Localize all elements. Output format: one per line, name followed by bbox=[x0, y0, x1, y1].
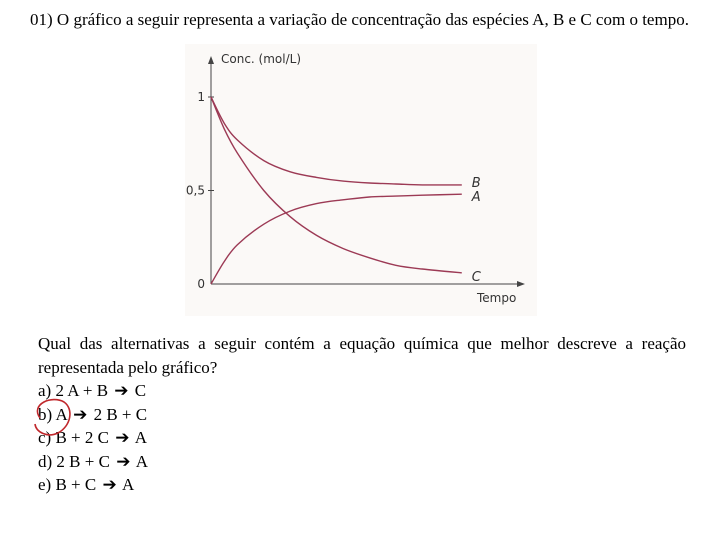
answer-option[interactable] bbox=[38, 426, 686, 450]
chart-svg bbox=[185, 44, 537, 316]
option-reactants: A bbox=[55, 404, 67, 424]
option-arrow: ➔ bbox=[116, 451, 131, 471]
option-reactants: 2 B + C bbox=[56, 451, 110, 471]
answer-option[interactable] bbox=[38, 379, 686, 403]
series-label-a: A bbox=[471, 190, 481, 206]
chart-series bbox=[211, 97, 462, 284]
concentration-chart bbox=[185, 44, 537, 316]
y-axis-label: Conc. (mol/L) bbox=[221, 52, 302, 66]
option-reactants: B + C bbox=[55, 475, 97, 494]
option-products: A bbox=[134, 428, 148, 447]
answer-option[interactable] bbox=[38, 473, 686, 497]
option-letter: d) bbox=[38, 451, 53, 471]
answer-option[interactable] bbox=[38, 403, 686, 427]
option-letter: b) bbox=[38, 404, 53, 424]
option-arrow: ➔ bbox=[114, 381, 129, 400]
option-products: A bbox=[135, 451, 149, 471]
x-axis-label: Tempo bbox=[477, 291, 517, 305]
option-reactants: B + 2 C bbox=[55, 428, 109, 447]
x-axis-arrow bbox=[517, 281, 525, 287]
answer-option[interactable] bbox=[38, 450, 686, 474]
y-tick-label: 0 bbox=[197, 277, 205, 291]
series-label-b: B bbox=[471, 175, 481, 191]
series-label-c: C bbox=[471, 269, 481, 285]
question-prompt: Qual das alternativas a seguir contém a equação química que melhor descreve a reação representada pelo gráfico? bbox=[38, 334, 686, 377]
option-arrow: ➔ bbox=[73, 404, 88, 424]
option-letter: c) bbox=[38, 428, 52, 447]
y-axis-arrow bbox=[208, 56, 214, 64]
answer-options bbox=[38, 379, 686, 497]
series-line-b bbox=[211, 97, 462, 185]
option-arrow: ➔ bbox=[102, 475, 117, 494]
option-reactants: 2 A + B bbox=[55, 381, 109, 400]
option-products: 2 B + C bbox=[93, 404, 148, 424]
question-body bbox=[38, 332, 686, 497]
y-tick-label: 0,5 bbox=[185, 183, 205, 198]
chart-labels bbox=[186, 52, 516, 305]
question-title: 01) O gráfico a seguir representa a variação de concentração das espécies A, B e C com o tempo. bbox=[30, 10, 689, 29]
option-letter: e) bbox=[38, 475, 52, 494]
option-products: C bbox=[134, 381, 147, 400]
chart-axes bbox=[208, 56, 525, 287]
option-arrow: ➔ bbox=[115, 428, 130, 447]
option-products: A bbox=[122, 475, 135, 494]
option-letter: a) bbox=[38, 381, 52, 400]
series-line-a bbox=[211, 194, 462, 284]
y-tick-label: 1 bbox=[197, 90, 205, 104]
